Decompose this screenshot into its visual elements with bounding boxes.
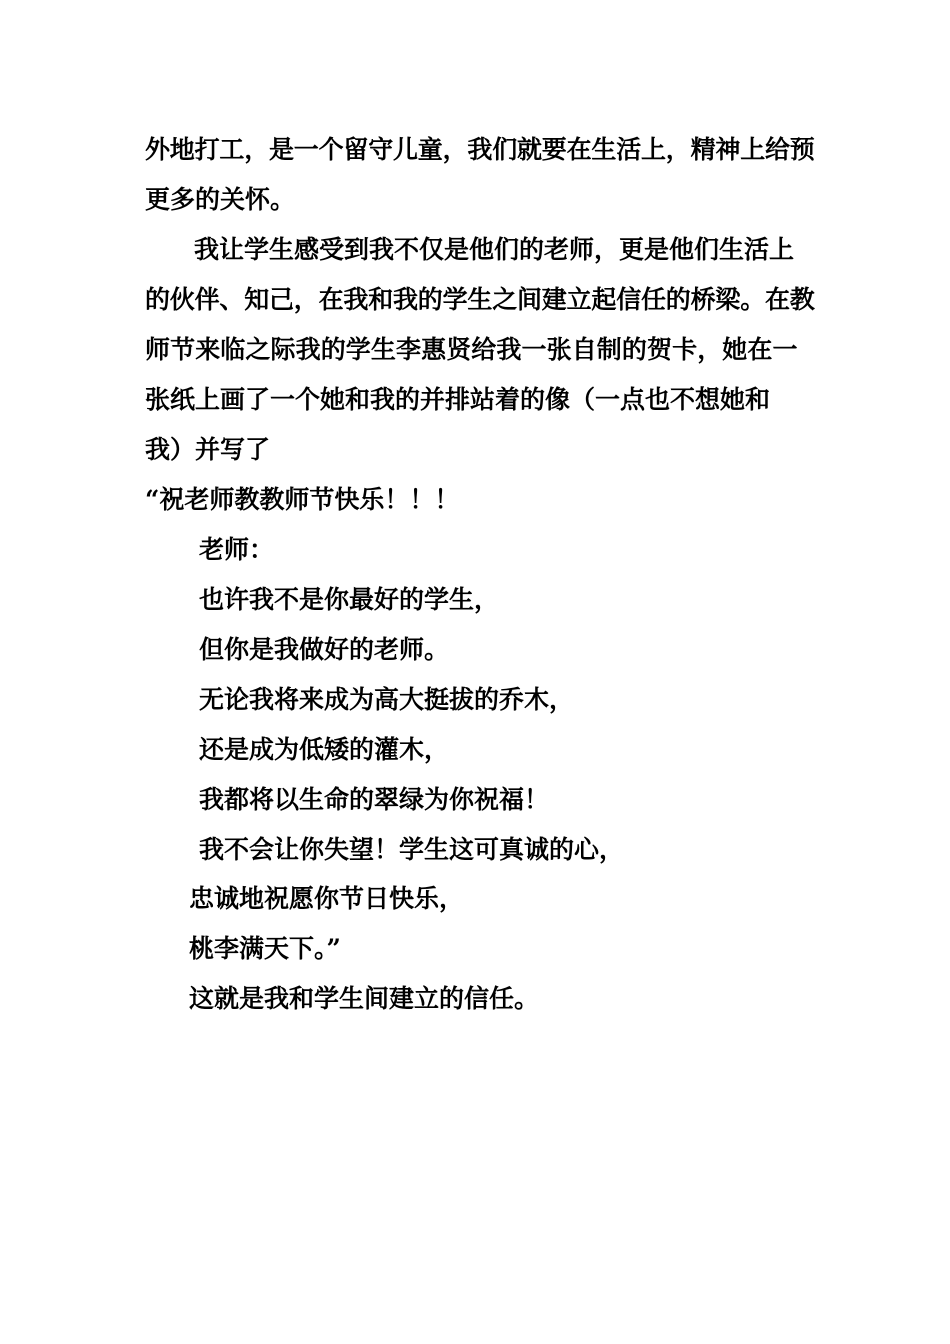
paragraph-line: 张纸上画了一个她和我的并排站着的像（一点也不想她和	[145, 385, 771, 414]
card-text-line: “祝老师教教师节快乐！！！	[145, 485, 460, 514]
paragraph-line: 更多的关怀。	[145, 185, 296, 214]
card-text-line: 我都将以生命的翠绿为你祝福！	[199, 785, 550, 814]
card-text-line: 桃李满天下。”	[189, 934, 341, 963]
card-text-line: 也许我不是你最好的学生，	[199, 585, 500, 614]
paragraph-line: 师节来临之际我的学生李惠贤给我一张自制的贺卡，她在一	[145, 335, 798, 364]
card-text-line: 忠诚地祝愿你节日快乐，	[189, 884, 465, 913]
card-text-line: 老师：	[199, 535, 275, 564]
paragraph-line: 这就是我和学生间建立的信任。	[189, 984, 540, 1013]
card-text-line: 我不会让你失望！学生这可真诚的心，	[199, 835, 625, 864]
paragraph-line: 的伙伴、知己，在我和我的学生之间建立起信任的桥梁。在教	[145, 285, 815, 314]
paragraph-line: 我让学生感受到我不仅是他们的老师，更是他们生活上	[194, 235, 795, 264]
paragraph-line: 外地打工，是一个留守儿童，我们就要在生活上，精神上给预	[145, 135, 815, 164]
card-text-line: 还是成为低矮的灌木，	[199, 735, 450, 764]
card-text-line: 但你是我做好的老师。	[199, 635, 450, 664]
paragraph-line: 我）并写了	[145, 435, 271, 464]
card-text-line: 无论我将来成为高大挺拔的乔木，	[199, 685, 575, 714]
